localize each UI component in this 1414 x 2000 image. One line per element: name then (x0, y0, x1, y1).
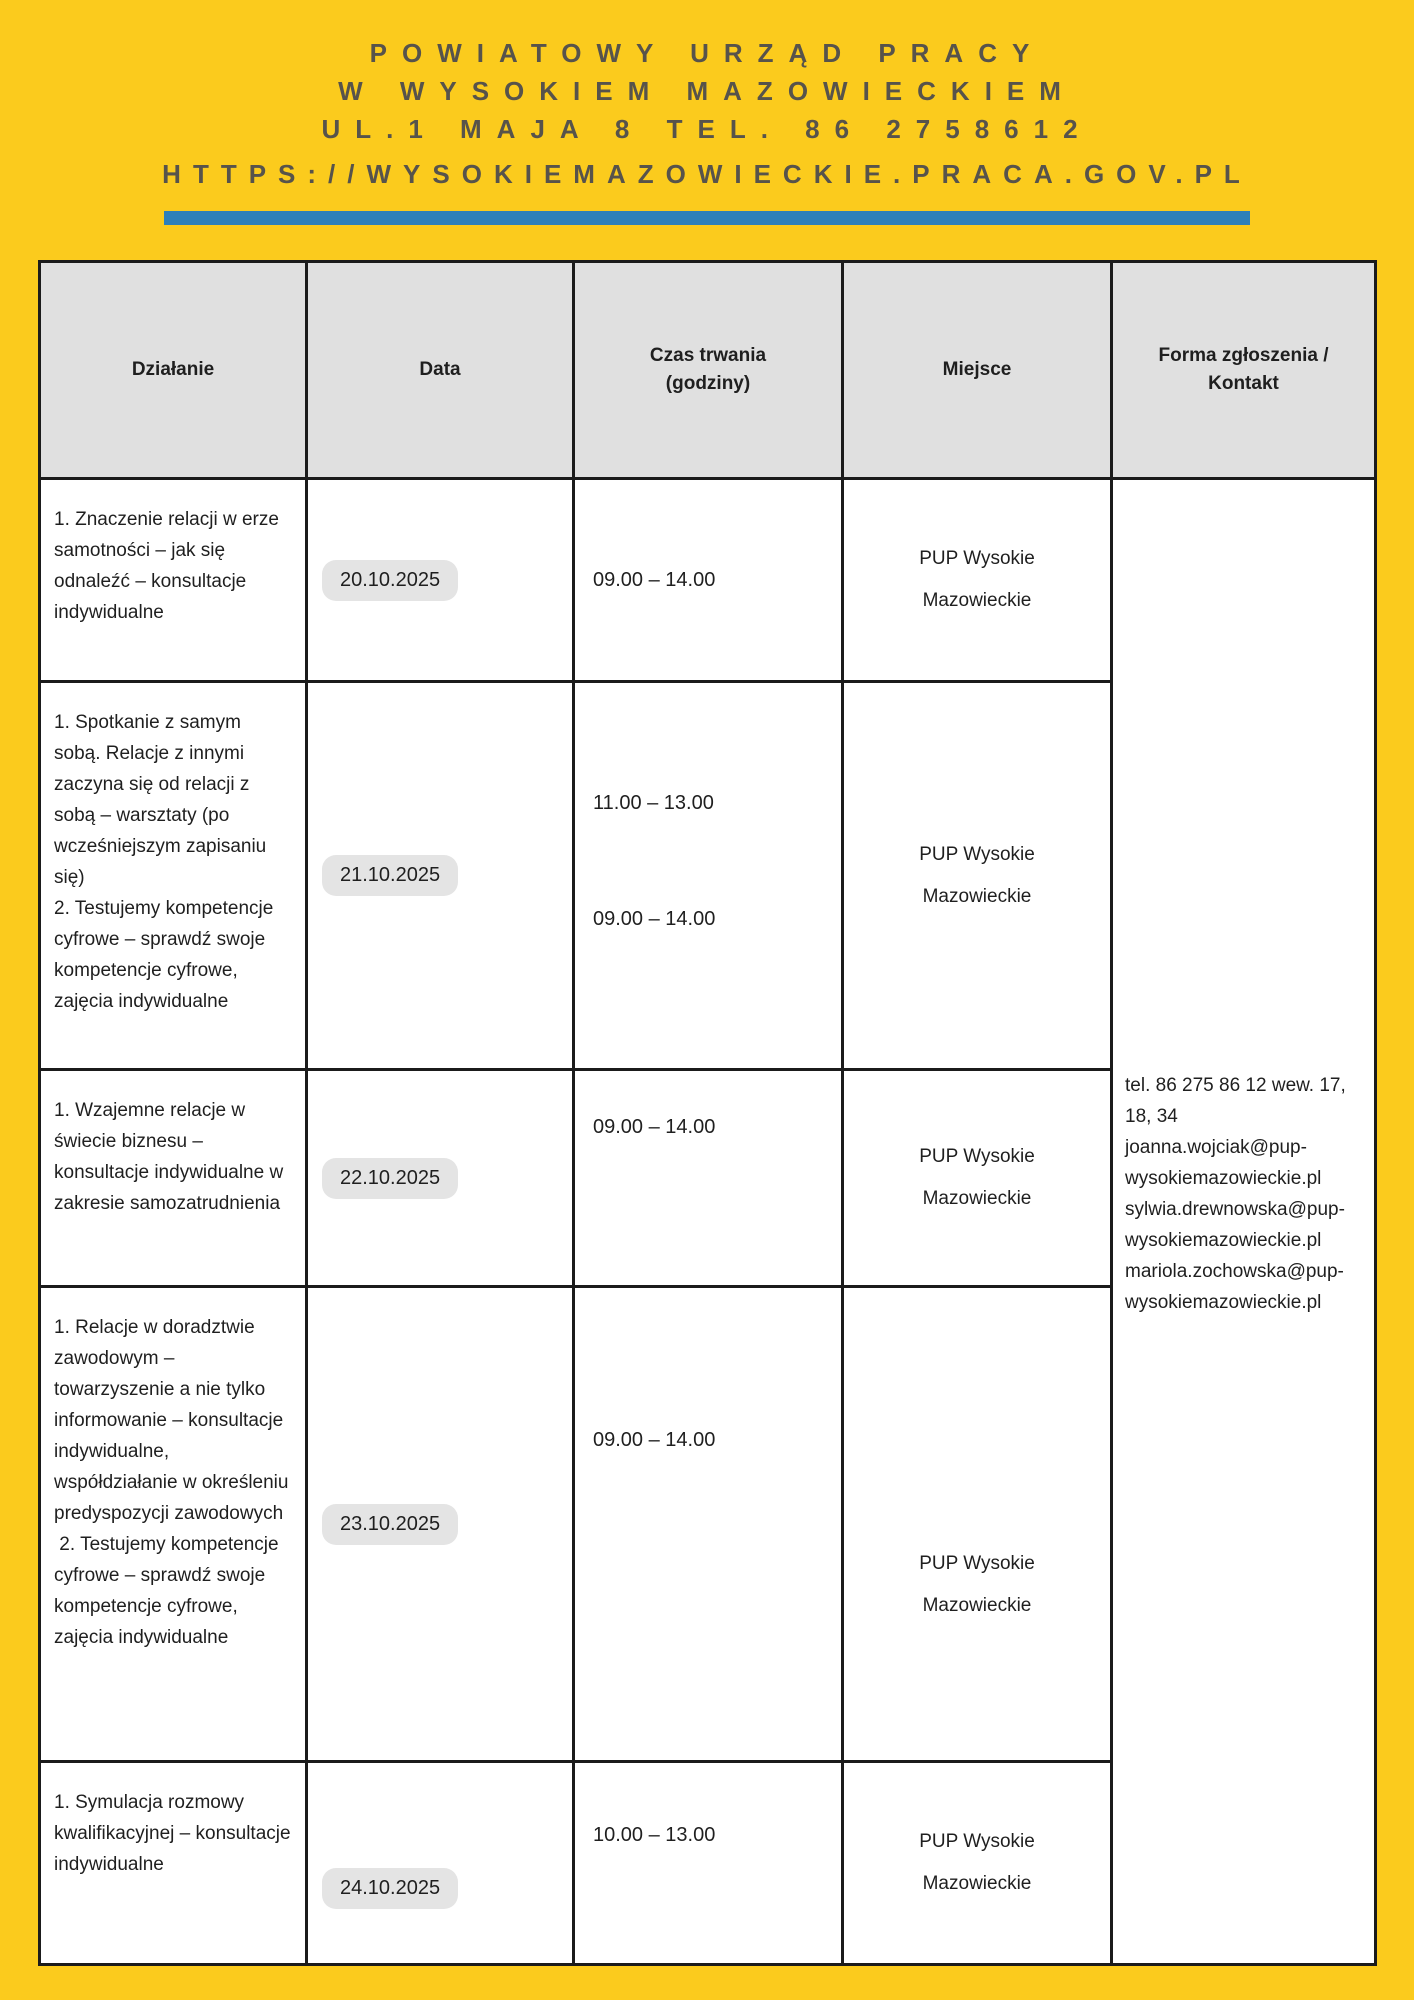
activity-cell-row1 (41, 480, 305, 680)
date-cell-row4 (308, 1288, 572, 1760)
column-header-label: Miejsce (942, 359, 1012, 380)
column-header-label: Kontakt (1208, 373, 1279, 394)
masthead-line-2: W WYSOKIEM MAZOWIECKIEM (338, 76, 1076, 106)
place-cell-row2 (844, 683, 1110, 1068)
place-cell-row3 (844, 1071, 1110, 1285)
activity-text: 2. Testujemy kompetencje cyfrowe – sprawdź swoje kompetencje cyfrowe, zajęcia indywidualne (54, 898, 279, 1012)
masthead-line-1: POWIATOWY URZĄD PRACY (369, 38, 1045, 68)
schedule-table (38, 260, 1377, 1966)
blue-underline-bar (164, 211, 1250, 225)
place-cell-row4 (844, 1288, 1110, 1760)
place-text: PUP Wysokie Mazowieckie (919, 548, 1035, 611)
date-badge: 23.10.2025 (322, 1504, 458, 1545)
masthead-line-3: UL.1 MAJA 8 TEL. 86 2758612 (321, 114, 1093, 144)
masthead (0, 0, 1414, 225)
place-cell-row5 (844, 1763, 1110, 1963)
activity-text: 1. Znaczenie relacji w erze samotności – jak się odnaleźć – konsultacje indywidualne (54, 509, 285, 623)
time-range: 10.00 – 13.00 (593, 1824, 716, 1846)
date-cell-row1 (308, 480, 572, 680)
masthead-url: HTTPS://WYSOKIEMAZOWIECKIE.PRACA.GOV.PL (162, 159, 1252, 189)
time-cell-row5 (575, 1763, 841, 1963)
contact-email-2: sylwia.drewnowska@pup-wysokiemazowieckie.pl (1125, 1199, 1345, 1251)
date-badge: 21.10.2025 (322, 855, 458, 896)
activity-cell-row4 (41, 1288, 305, 1760)
time-range: 11.00 – 13.00 (593, 792, 714, 814)
place-text: PUP Wysokie Mazowieckie (919, 1146, 1035, 1209)
time-range: 09.00 – 14.00 (593, 908, 716, 930)
place-text: PUP Wysokie Mazowieckie (919, 843, 1035, 907)
date-cell-row5 (308, 1763, 572, 1963)
activity-text: 1. Wzajemne relacje w świecie biznesu – konsultacje indywidualne w zakresie samozatrudnienia (54, 1100, 289, 1214)
column-header-label: Działanie (131, 359, 215, 380)
time-cell-row2 (575, 683, 841, 1068)
column-header-data (308, 263, 572, 477)
contact-email-3: mariola.zochowska@pup-wysokiemazowieckie.pl (1125, 1261, 1344, 1313)
time-cell-row4 (575, 1288, 841, 1760)
place-cell-row1 (844, 480, 1110, 680)
column-header-forma-zgloszenia (1113, 263, 1374, 477)
column-header-label: Data (419, 359, 461, 380)
date-badge: 22.10.2025 (322, 1158, 458, 1199)
activity-text: 1. Relacje w doradztwie zawodowym – towarzyszenie a nie tylko informowanie – konsultacje indywidualne, współdziałanie w określeniu predyspozycji zawodowych (54, 1317, 294, 1524)
column-header-label: (godziny) (665, 373, 751, 394)
contact-cell (1113, 480, 1374, 1963)
column-header-czas-trwania (575, 263, 841, 477)
time-cell-row3 (575, 1071, 841, 1285)
time-cell-row1 (575, 480, 841, 680)
contact-phone: tel. 86 275 86 12 wew. 17, 18, 34 (1125, 1075, 1346, 1127)
time-range: 09.00 – 14.00 (593, 1116, 716, 1138)
place-text: PUP Wysokie Mazowieckie (919, 1553, 1035, 1616)
column-header-label: Czas trwania (649, 345, 767, 366)
time-range: 09.00 – 14.00 (593, 569, 716, 591)
date-badge: 20.10.2025 (322, 560, 458, 601)
activity-cell-row3 (41, 1071, 305, 1285)
date-cell-row2 (308, 683, 572, 1068)
date-cell-row3 (308, 1071, 572, 1285)
activity-text: 1. Symulacja rozmowy kwalifikacyjnej – konsultacje indywidualne (54, 1792, 296, 1875)
time-range: 09.00 – 14.00 (593, 1429, 716, 1451)
place-text: PUP Wysokie Mazowieckie (919, 1831, 1035, 1894)
date-badge: 24.10.2025 (322, 1868, 458, 1909)
activity-text: 2. Testujemy kompetencje cyfrowe – sprawdź swoje kompetencje cyfrowe, zajęcia indywidualne (54, 1534, 284, 1648)
contact-email-1: joanna.wojciak@pup-wysokiemazowieckie.pl (1125, 1137, 1322, 1189)
activity-cell-row5 (41, 1763, 305, 1963)
activity-cell-row2 (41, 683, 305, 1068)
column-header-label: Forma zgłoszenia / (1158, 345, 1329, 366)
column-header-dzialanie (41, 263, 305, 477)
column-header-miejsce (844, 263, 1110, 477)
activity-text: 1. Spotkanie z samym sobą. Relacje z innymi zaczyna się od relacji z sobą – warsztaty (po wcześniejszym zapisaniu się) (54, 712, 272, 888)
